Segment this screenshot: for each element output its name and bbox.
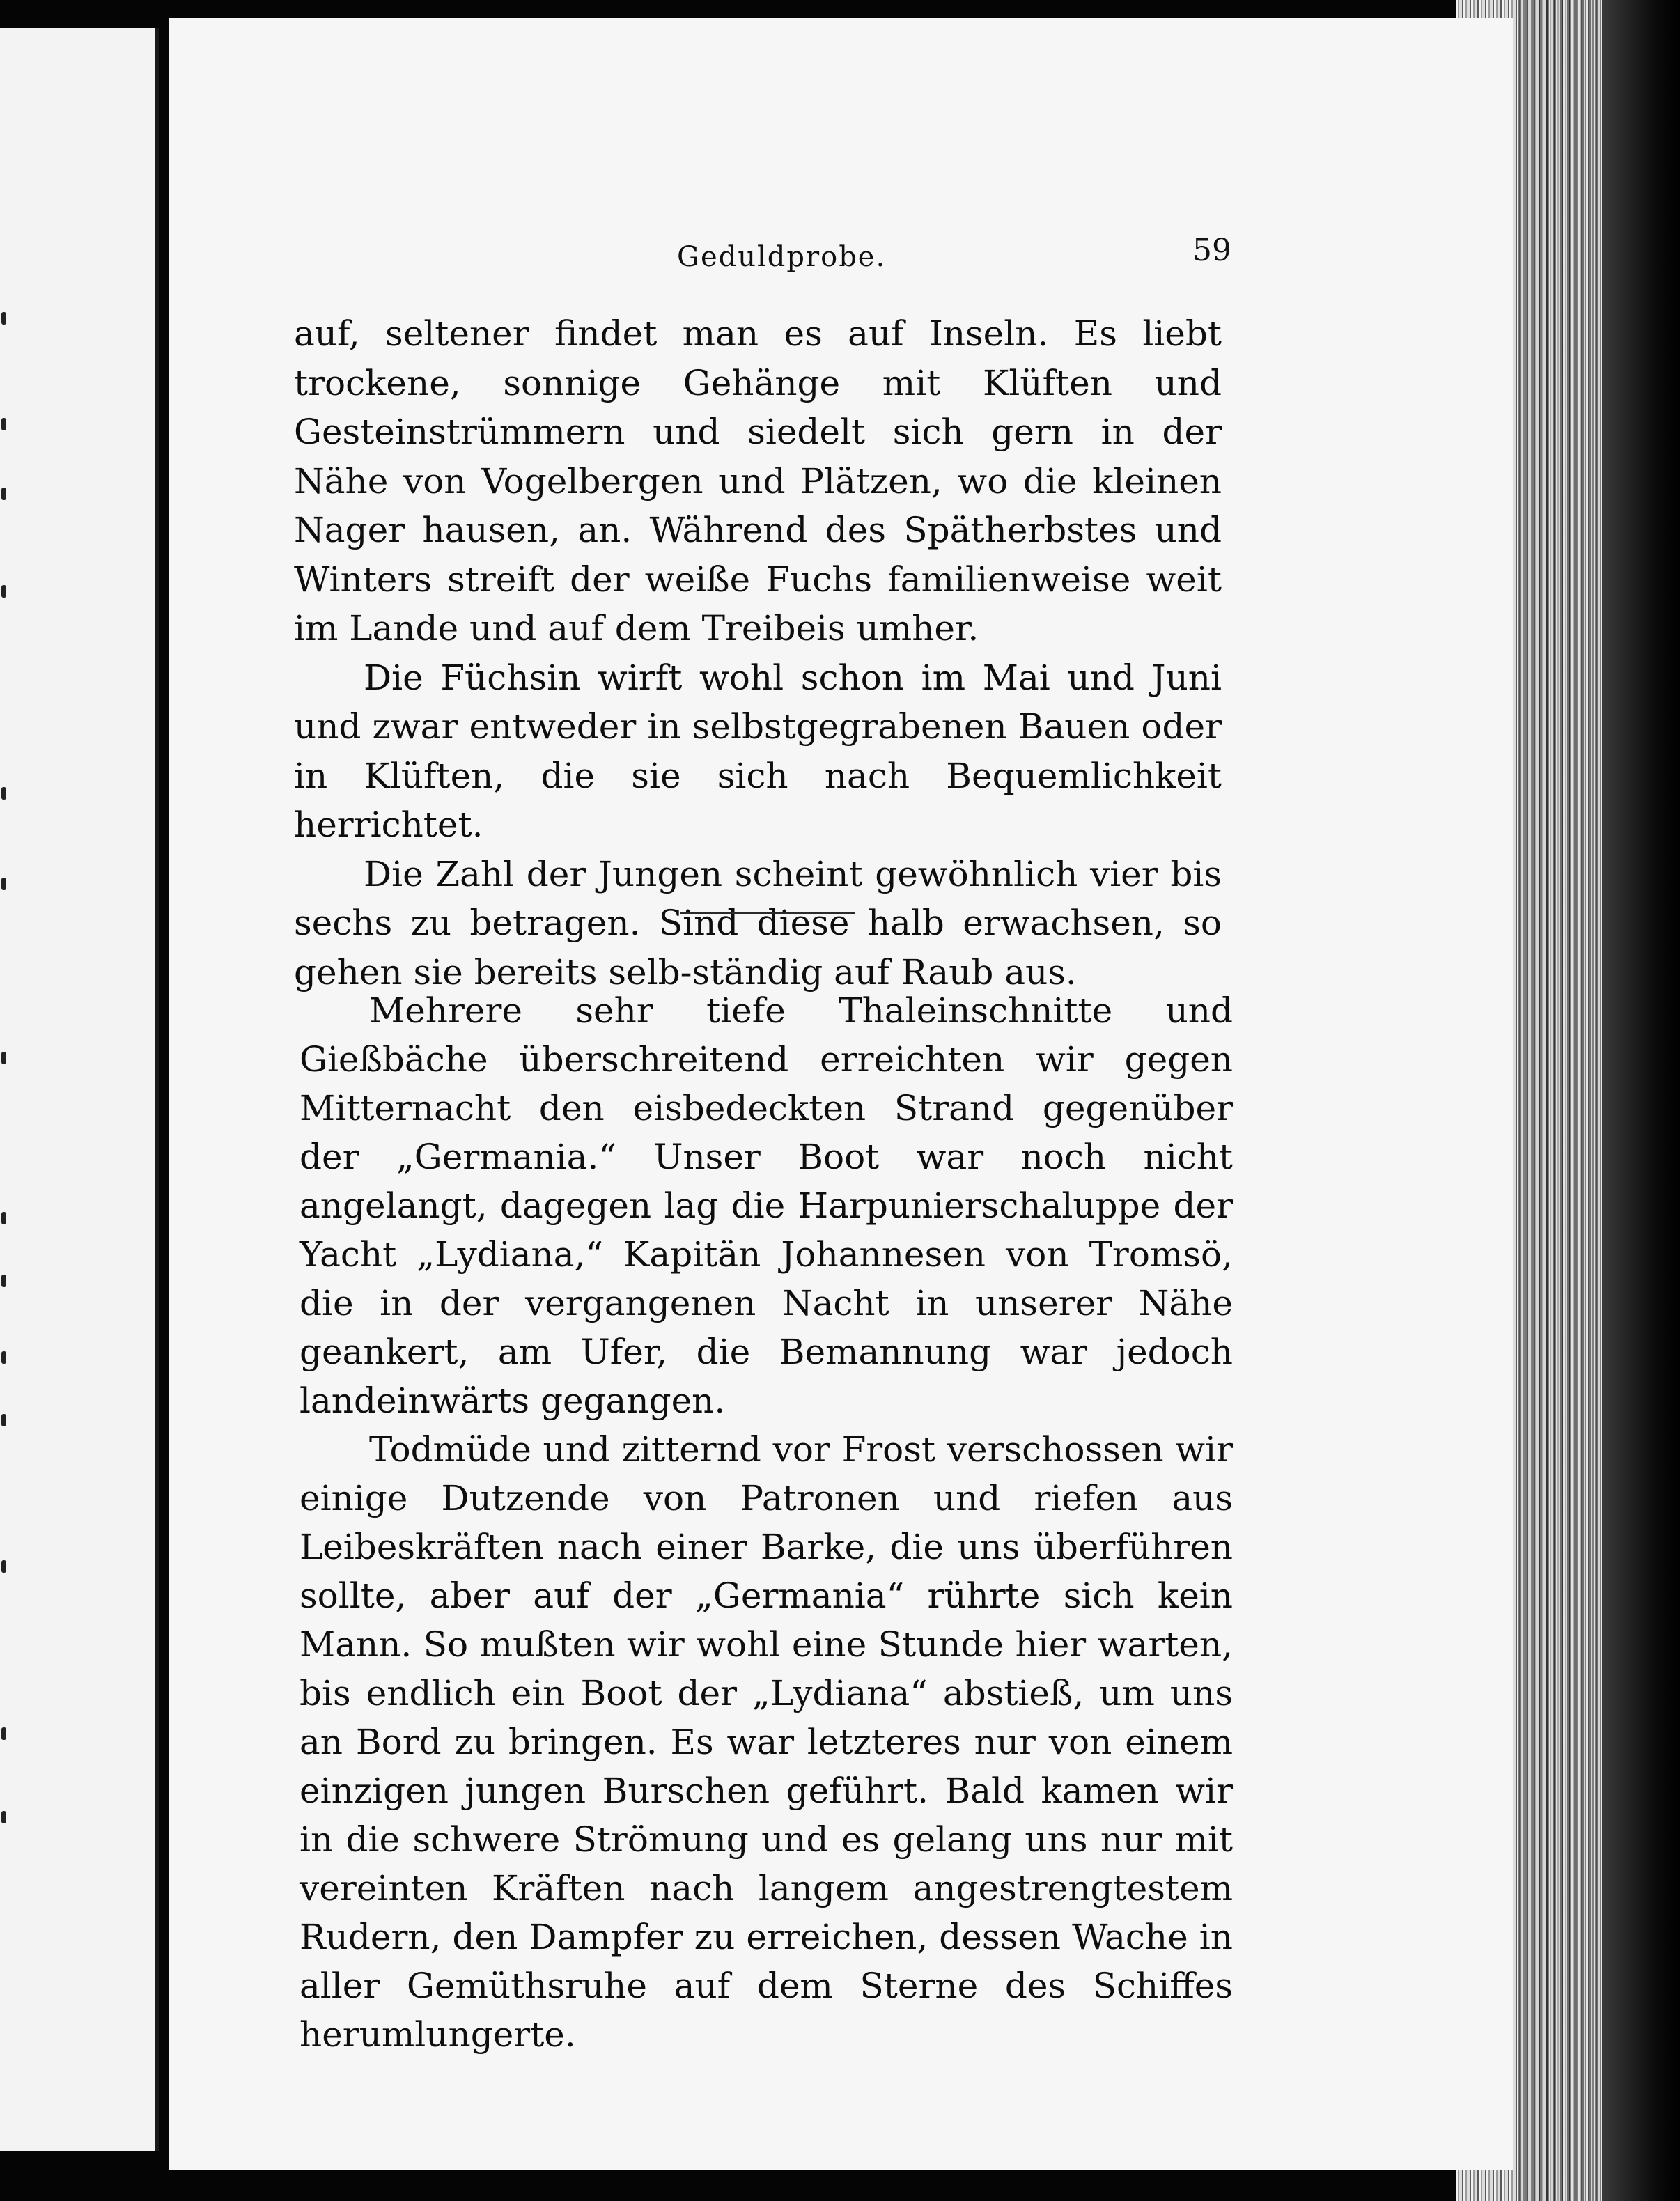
book-edge-shadow xyxy=(1518,0,1609,2201)
paragraph: Mehrere sehr tiefe Thaleinschnitte und Gießbäche überschreitend erreichten wir gegen Mitternacht den eisbedeckten Strand gegenüber der „Germania.“ Unser Boot war noch nicht angelangt, dagegen lag die Harpunierschaluppe der Yacht „Lydiana,“ Kapitän Johannesen von Tromsö, die in der vergangenen Nacht in unserer Nähe geankert, am Ufer, die Bemannung war jedoch landeinwärts gegangen. xyxy=(300,990,1233,1421)
page-number: 59 xyxy=(1192,233,1231,268)
facing-page-text-edge xyxy=(0,28,10,2151)
facing-page-left xyxy=(0,28,159,2151)
section-divider xyxy=(680,912,855,914)
text-block-1 xyxy=(294,309,1222,997)
paragraph: auf, seltener findet man es auf Inseln. Es liebt trockene, sonnige Gehänge mit Klüften und Gesteinstrümmern und siedelt sich gern in der Nähe von Vogelbergen und Plätzen, wo die kleinen Nager hausen, an. Während des Spätherbstes und Winters streift der weiße Fuchs familienweise weit im Lande und auf dem Treibeis umher. xyxy=(294,313,1222,648)
running-head: Geduldprobe. xyxy=(677,241,887,273)
book-cover-edge xyxy=(1602,0,1680,2201)
paragraph: Die Füchsin wirft wohl schon im Mai und Juni und zwar entweder in selbstgegrabenen Bauen oder in Klüften, die sie sich nach Bequemlichkeit herrichtet. xyxy=(294,657,1222,845)
page-header xyxy=(169,227,1513,283)
paragraph: Die Zahl der Jungen scheint gewöhnlich vier bis sechs zu betragen. Sind diese halb erwachsen, so gehen sie bereits selb-ständig auf Raub aus. xyxy=(294,853,1222,993)
paragraph: Todmüde und zitternd vor Frost verschossen wir einige Dutzende von Patronen und riefen aus Leibeskräften nach einer Barke, die uns überführen sollte, aber auf der „Germania“ rührte sich kein Mann. So mußten wir wohl eine Stunde hier warten, bis endlich ein Boot der „Lydiana“ abstieß, um uns an Bord zu bringen. Es war letzteres nur von einem einzigen jungen Burschen geführt. Bald kamen wir in die schwere Strömung und es gelang uns nur mit vereinten Kräften nach langem angestrengtestem Rudern, den Dampfer zu erreichen, dessen Wache in aller Gemüthsruhe auf dem Sterne des Schiffes herumlungerte. xyxy=(300,1429,1233,2055)
text-block-2 xyxy=(300,986,1233,2059)
book-page xyxy=(169,18,1513,2170)
